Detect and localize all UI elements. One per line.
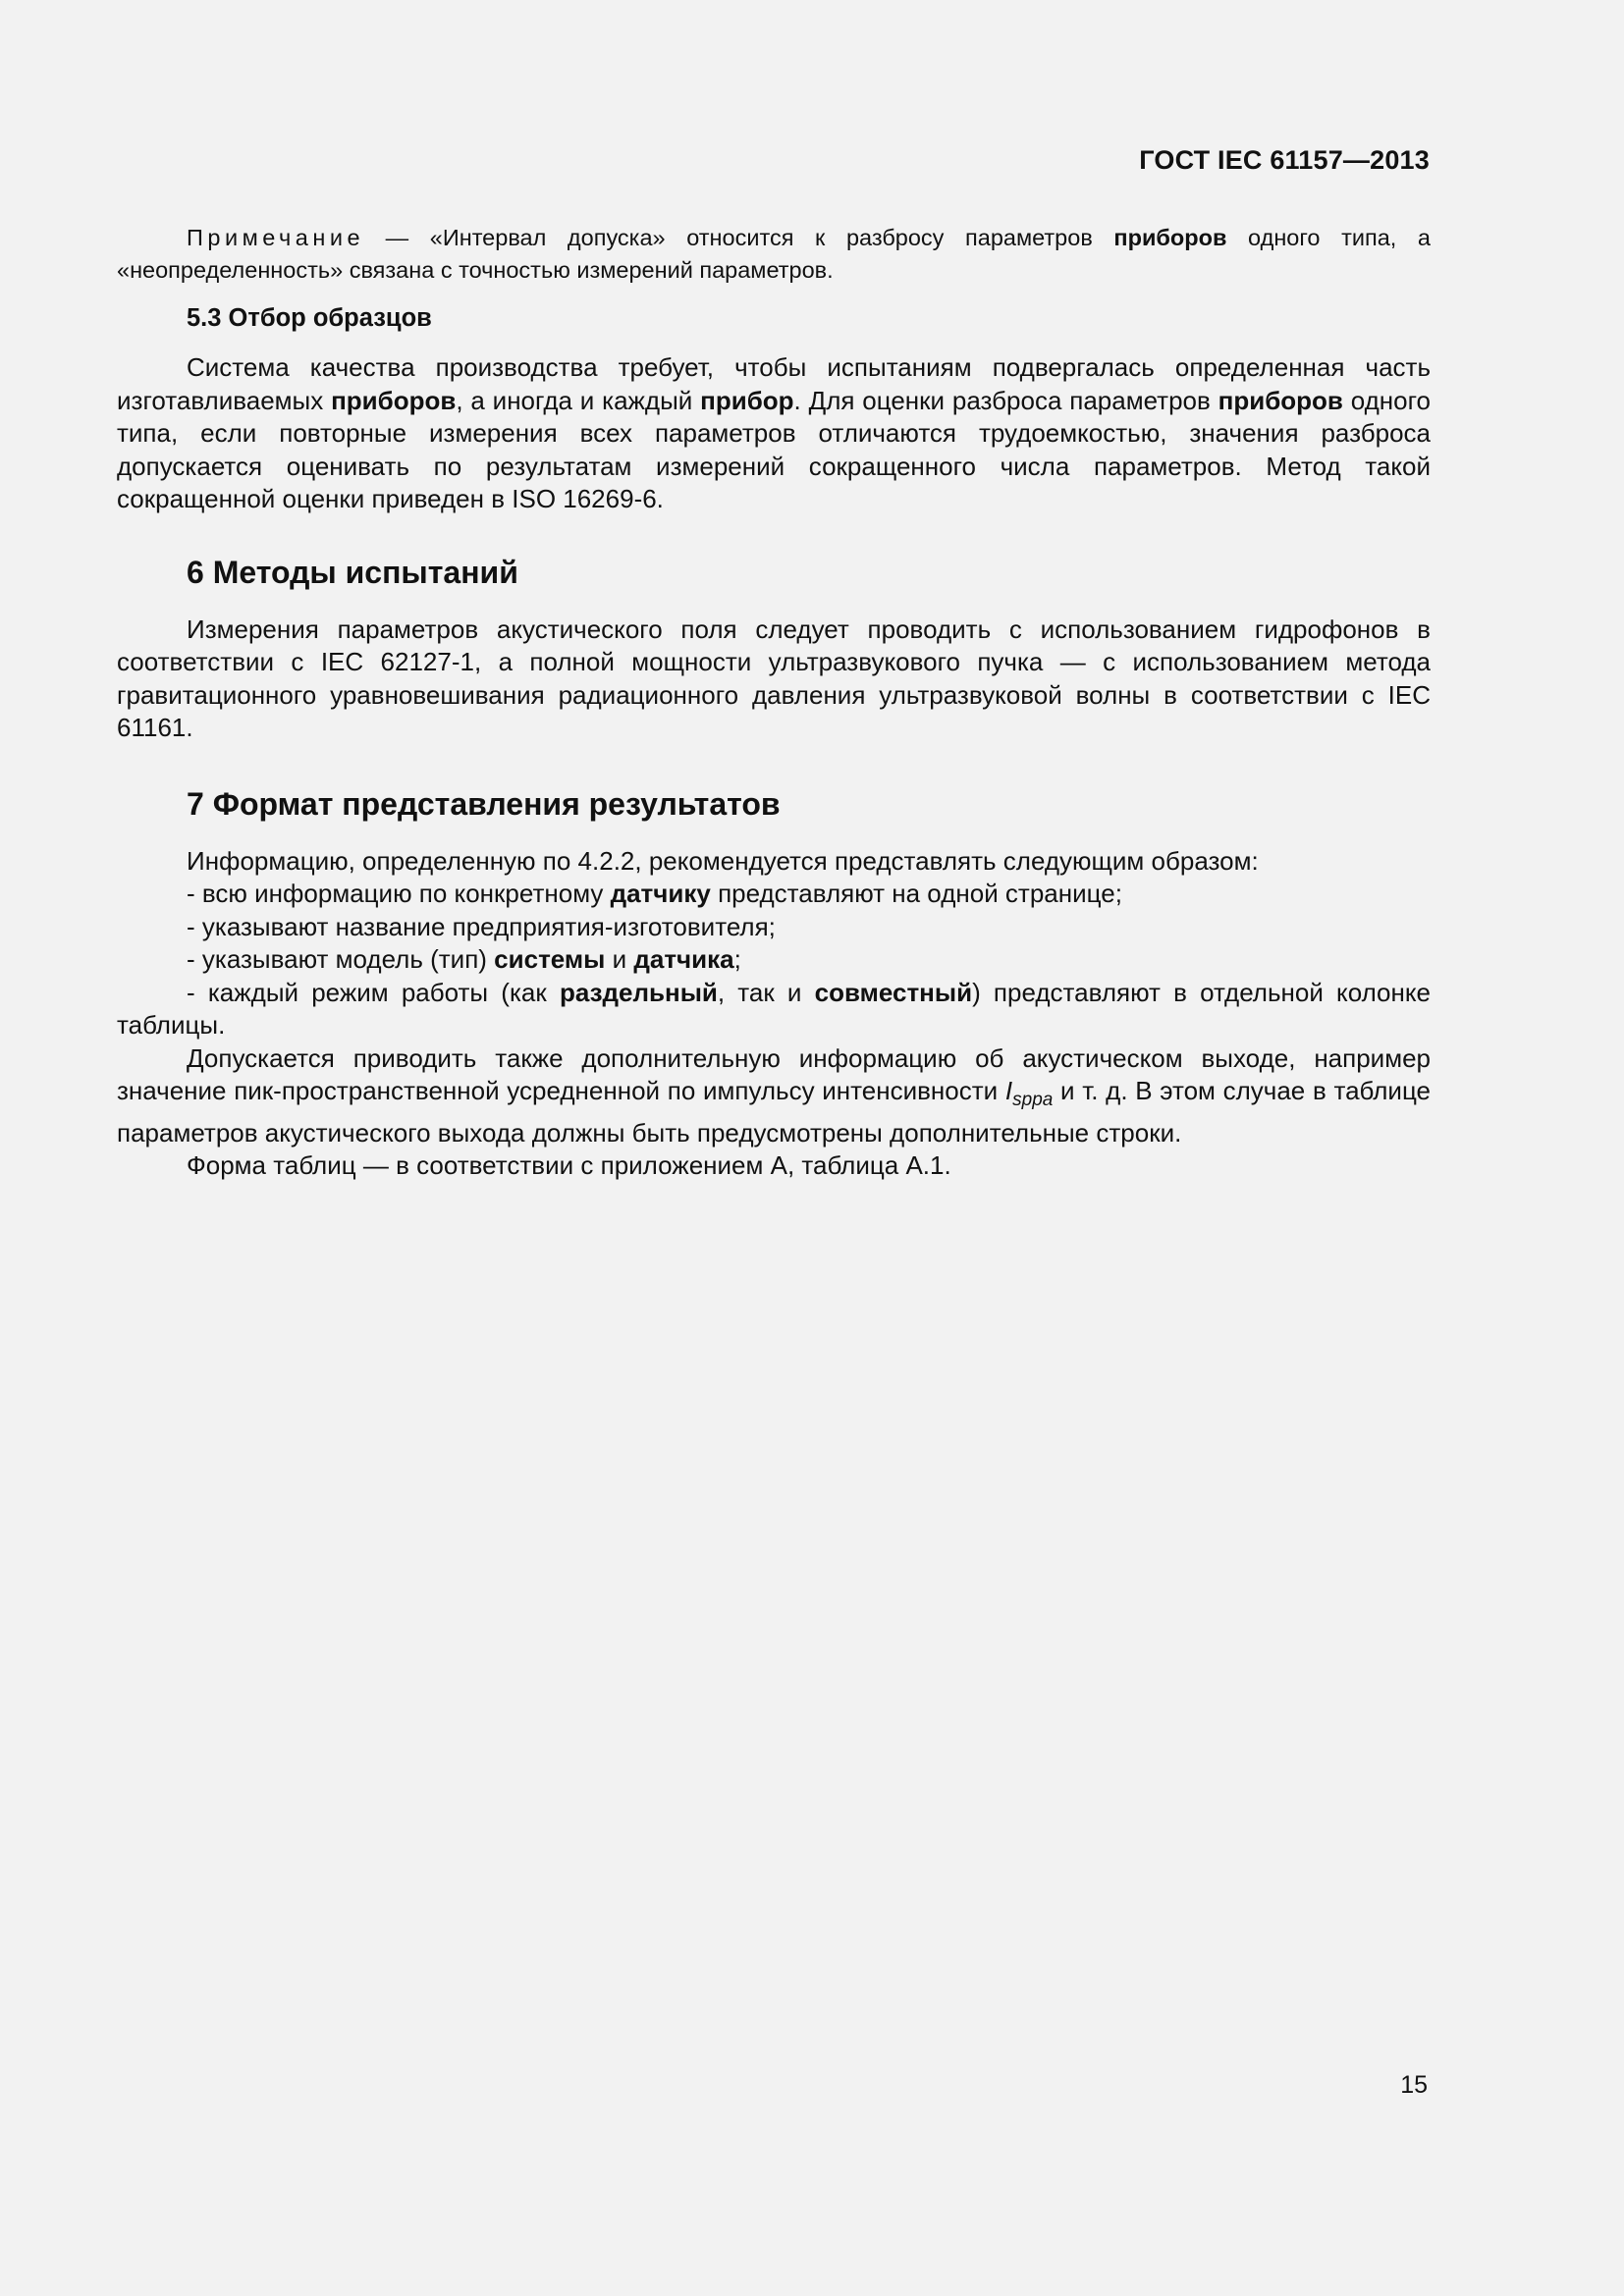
bold-term: совместный <box>814 977 973 1007</box>
subsection-title-5-3: 5.3 Отбор образцов <box>187 304 432 332</box>
section-7-paragraph-additional <box>117 1042 1431 1150</box>
section-title-7: 7 Формат представления результатов <box>187 785 781 822</box>
text-run: Допускается приводить также дополнительную информацию об акустическом выходе, например значение пик-пространственной усредненной по импульсу интенсивности <box>117 1042 1431 1105</box>
note-bold-term: приборов <box>1113 225 1227 250</box>
section-7-intro: Информацию, определенную по 4.2.2, рекомендуется представлять следующим образом: <box>187 845 1259 876</box>
section-7-paragraph-tables: Форма таблиц — в соответствии с приложением А, таблица А.1. <box>187 1150 951 1180</box>
list-item <box>117 878 1431 911</box>
list-item <box>117 943 1431 977</box>
intensity-symbol-subscript: sppa <box>1012 1090 1054 1110</box>
page-number: 15 <box>1400 2071 1428 2099</box>
text-run: представляют на одной странице; <box>710 879 1122 908</box>
note-text: «Интервал допуска» относится к разбросу параметров <box>429 225 1114 250</box>
text-run: и <box>605 944 634 974</box>
note-dash: — <box>364 225 430 250</box>
text-run: . Для оценки разброса параметров <box>793 385 1218 415</box>
section-5-3-paragraph <box>117 351 1431 516</box>
text-run: - каждый режим работы (как <box>187 977 560 1007</box>
section-6-paragraph: Измерения параметров акустического поля следует проводить с использованием гидрофонов в соответствии с IEC 62127-1, а полной мощности ультразвукового пучка — с использованием метода гравитационного уравновешивания радиационного давления ультразвуковой волны в соответствии с IEC 61161. <box>117 614 1431 742</box>
bold-term: прибор <box>700 385 794 415</box>
text-run: и т. д. В этом случае в таблице параметров акустического выхода должны быть предусмотрены дополнительные строки. <box>117 1076 1432 1148</box>
text-run: - всю информацию по конкретному <box>187 879 611 908</box>
list-item <box>117 977 1431 1042</box>
intensity-symbol: I <box>1004 1076 1013 1105</box>
text-run: одного типа, если повторные измерения всех параметров отличаются трудоемкостью, значения разброса допускается оценивать по результатам измерений сокращенного числа параметров. Метод такой сокращенной оценки приведен в ISO 16269-6. <box>117 385 1431 513</box>
bold-term: системы <box>494 944 606 974</box>
note-text-end: одного типа, а «неопределенность» связана с точностью измерений параметров. <box>117 225 1432 283</box>
bold-term: приборов <box>331 385 457 415</box>
page-content <box>117 222 1431 1183</box>
text-run: ; <box>733 944 741 974</box>
document-id-header: ГОСТ IEC 61157—2013 <box>1139 145 1430 175</box>
text-run: - указывают модель (тип) <box>187 944 495 974</box>
text-run: , а иногда и каждый <box>456 385 701 415</box>
list-item: - указывают название предприятия-изготовителя; <box>187 911 776 941</box>
bold-term: раздельный <box>559 977 718 1007</box>
text-run: Система качества производства требует, чтобы испытаниям подвергалась определенная часть изготавливаемых <box>117 352 1431 415</box>
note-label: Примечание <box>187 225 365 250</box>
section-title-6: 6 Методы испытаний <box>187 554 518 590</box>
text-run: , так и <box>717 977 815 1007</box>
bold-term: датчика <box>633 944 734 974</box>
bold-term: датчику <box>610 879 711 908</box>
text-run: ) представляют в отдельной колонке таблицы. <box>117 977 1431 1040</box>
bold-term: приборов <box>1218 385 1343 415</box>
note-paragraph <box>117 222 1431 287</box>
